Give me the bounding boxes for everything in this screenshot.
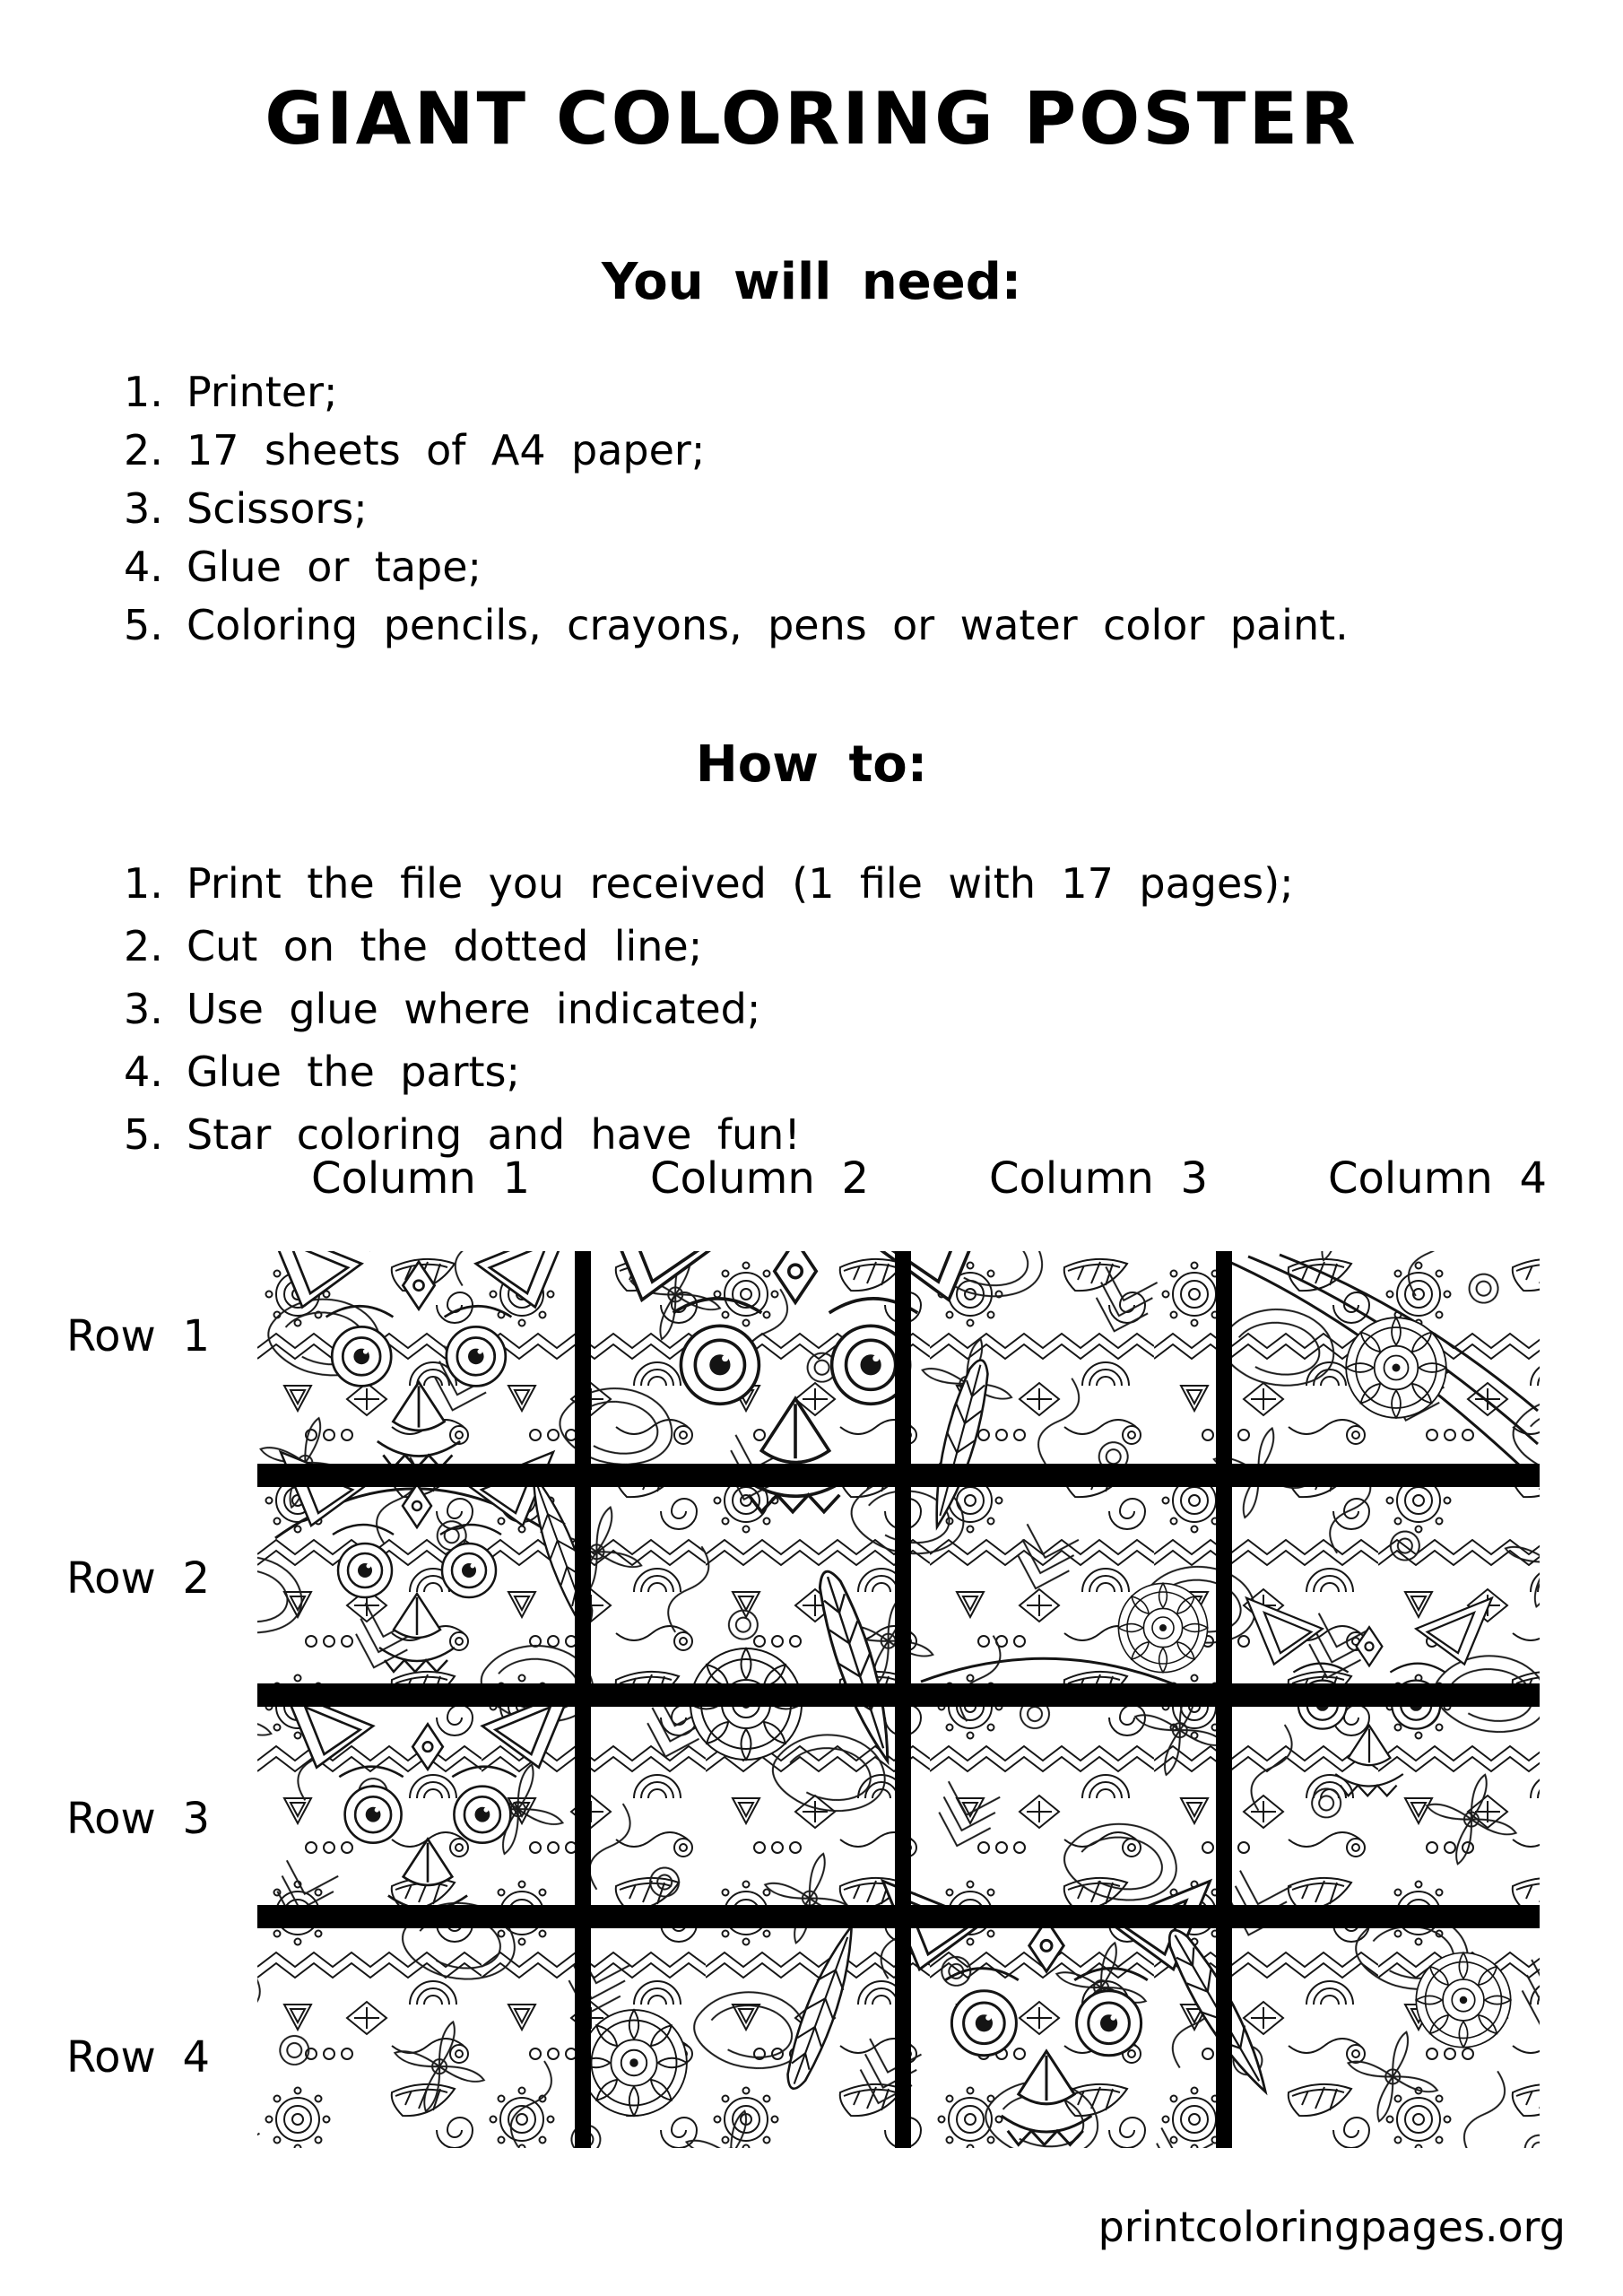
howto-item — [124, 852, 1596, 915]
column-label-1: Column 1 — [310, 1153, 531, 1204]
howto-item-text: Star coloring and have fun! — [187, 1110, 801, 1159]
need-item-text: Scissors; — [187, 483, 368, 533]
need-item — [124, 596, 1596, 654]
howto-item — [124, 1040, 1596, 1103]
howto-item-number: 4. — [124, 1048, 163, 1096]
row-label-3: Row 3 — [65, 1794, 211, 1844]
column-label-3: Column 3 — [988, 1153, 1209, 1204]
need-item-number: 5. — [124, 600, 163, 649]
row-label-1: Row 1 — [65, 1311, 211, 1361]
column-labels — [251, 1153, 1607, 1204]
how-to-heading: How to: — [695, 735, 928, 794]
need-item-number: 1. — [124, 367, 163, 416]
howto-item-text: Glue the parts; — [187, 1048, 521, 1096]
need-item — [124, 362, 1596, 421]
you-will-need-list — [124, 362, 1596, 654]
need-item — [124, 479, 1596, 537]
need-item-text: Coloring pencils, crayons, pens or water color paint. — [187, 600, 1349, 649]
howto-item-text: Print the file you received (1 file with 17 pages); — [187, 859, 1294, 908]
need-item-number: 2. — [124, 425, 163, 474]
row-label-4: Row 4 — [65, 2032, 211, 2083]
need-item — [124, 537, 1596, 596]
howto-item-text: Use glue where indicated; — [187, 985, 761, 1033]
coloring-poster-preview-art — [257, 1251, 1540, 2148]
howto-item-number: 3. — [124, 985, 163, 1033]
howto-item — [124, 915, 1596, 978]
you-will-need-heading: You will need: — [601, 253, 1022, 311]
need-item-number: 4. — [124, 542, 163, 591]
howto-item — [124, 978, 1596, 1040]
website-footer: printcoloringpages.org — [1098, 2203, 1566, 2251]
need-item-text: Printer; — [187, 367, 338, 416]
row-label-2: Row 2 — [65, 1553, 211, 1604]
howto-item-number: 5. — [124, 1110, 163, 1159]
howto-item-number: 2. — [124, 922, 163, 970]
need-item — [124, 421, 1596, 479]
column-label-4: Column 4 — [1327, 1153, 1548, 1204]
need-item-text: 17 sheets of A4 paper; — [187, 425, 706, 474]
need-item-number: 3. — [124, 483, 163, 533]
how-to-list — [124, 852, 1596, 1166]
page-title: GIANT COLORING POSTER — [265, 77, 1358, 161]
howto-item-number: 1. — [124, 859, 163, 908]
need-item-text: Glue or tape; — [187, 542, 482, 591]
howto-item-text: Cut on the dotted line; — [187, 922, 703, 970]
column-label-2: Column 2 — [649, 1153, 870, 1204]
